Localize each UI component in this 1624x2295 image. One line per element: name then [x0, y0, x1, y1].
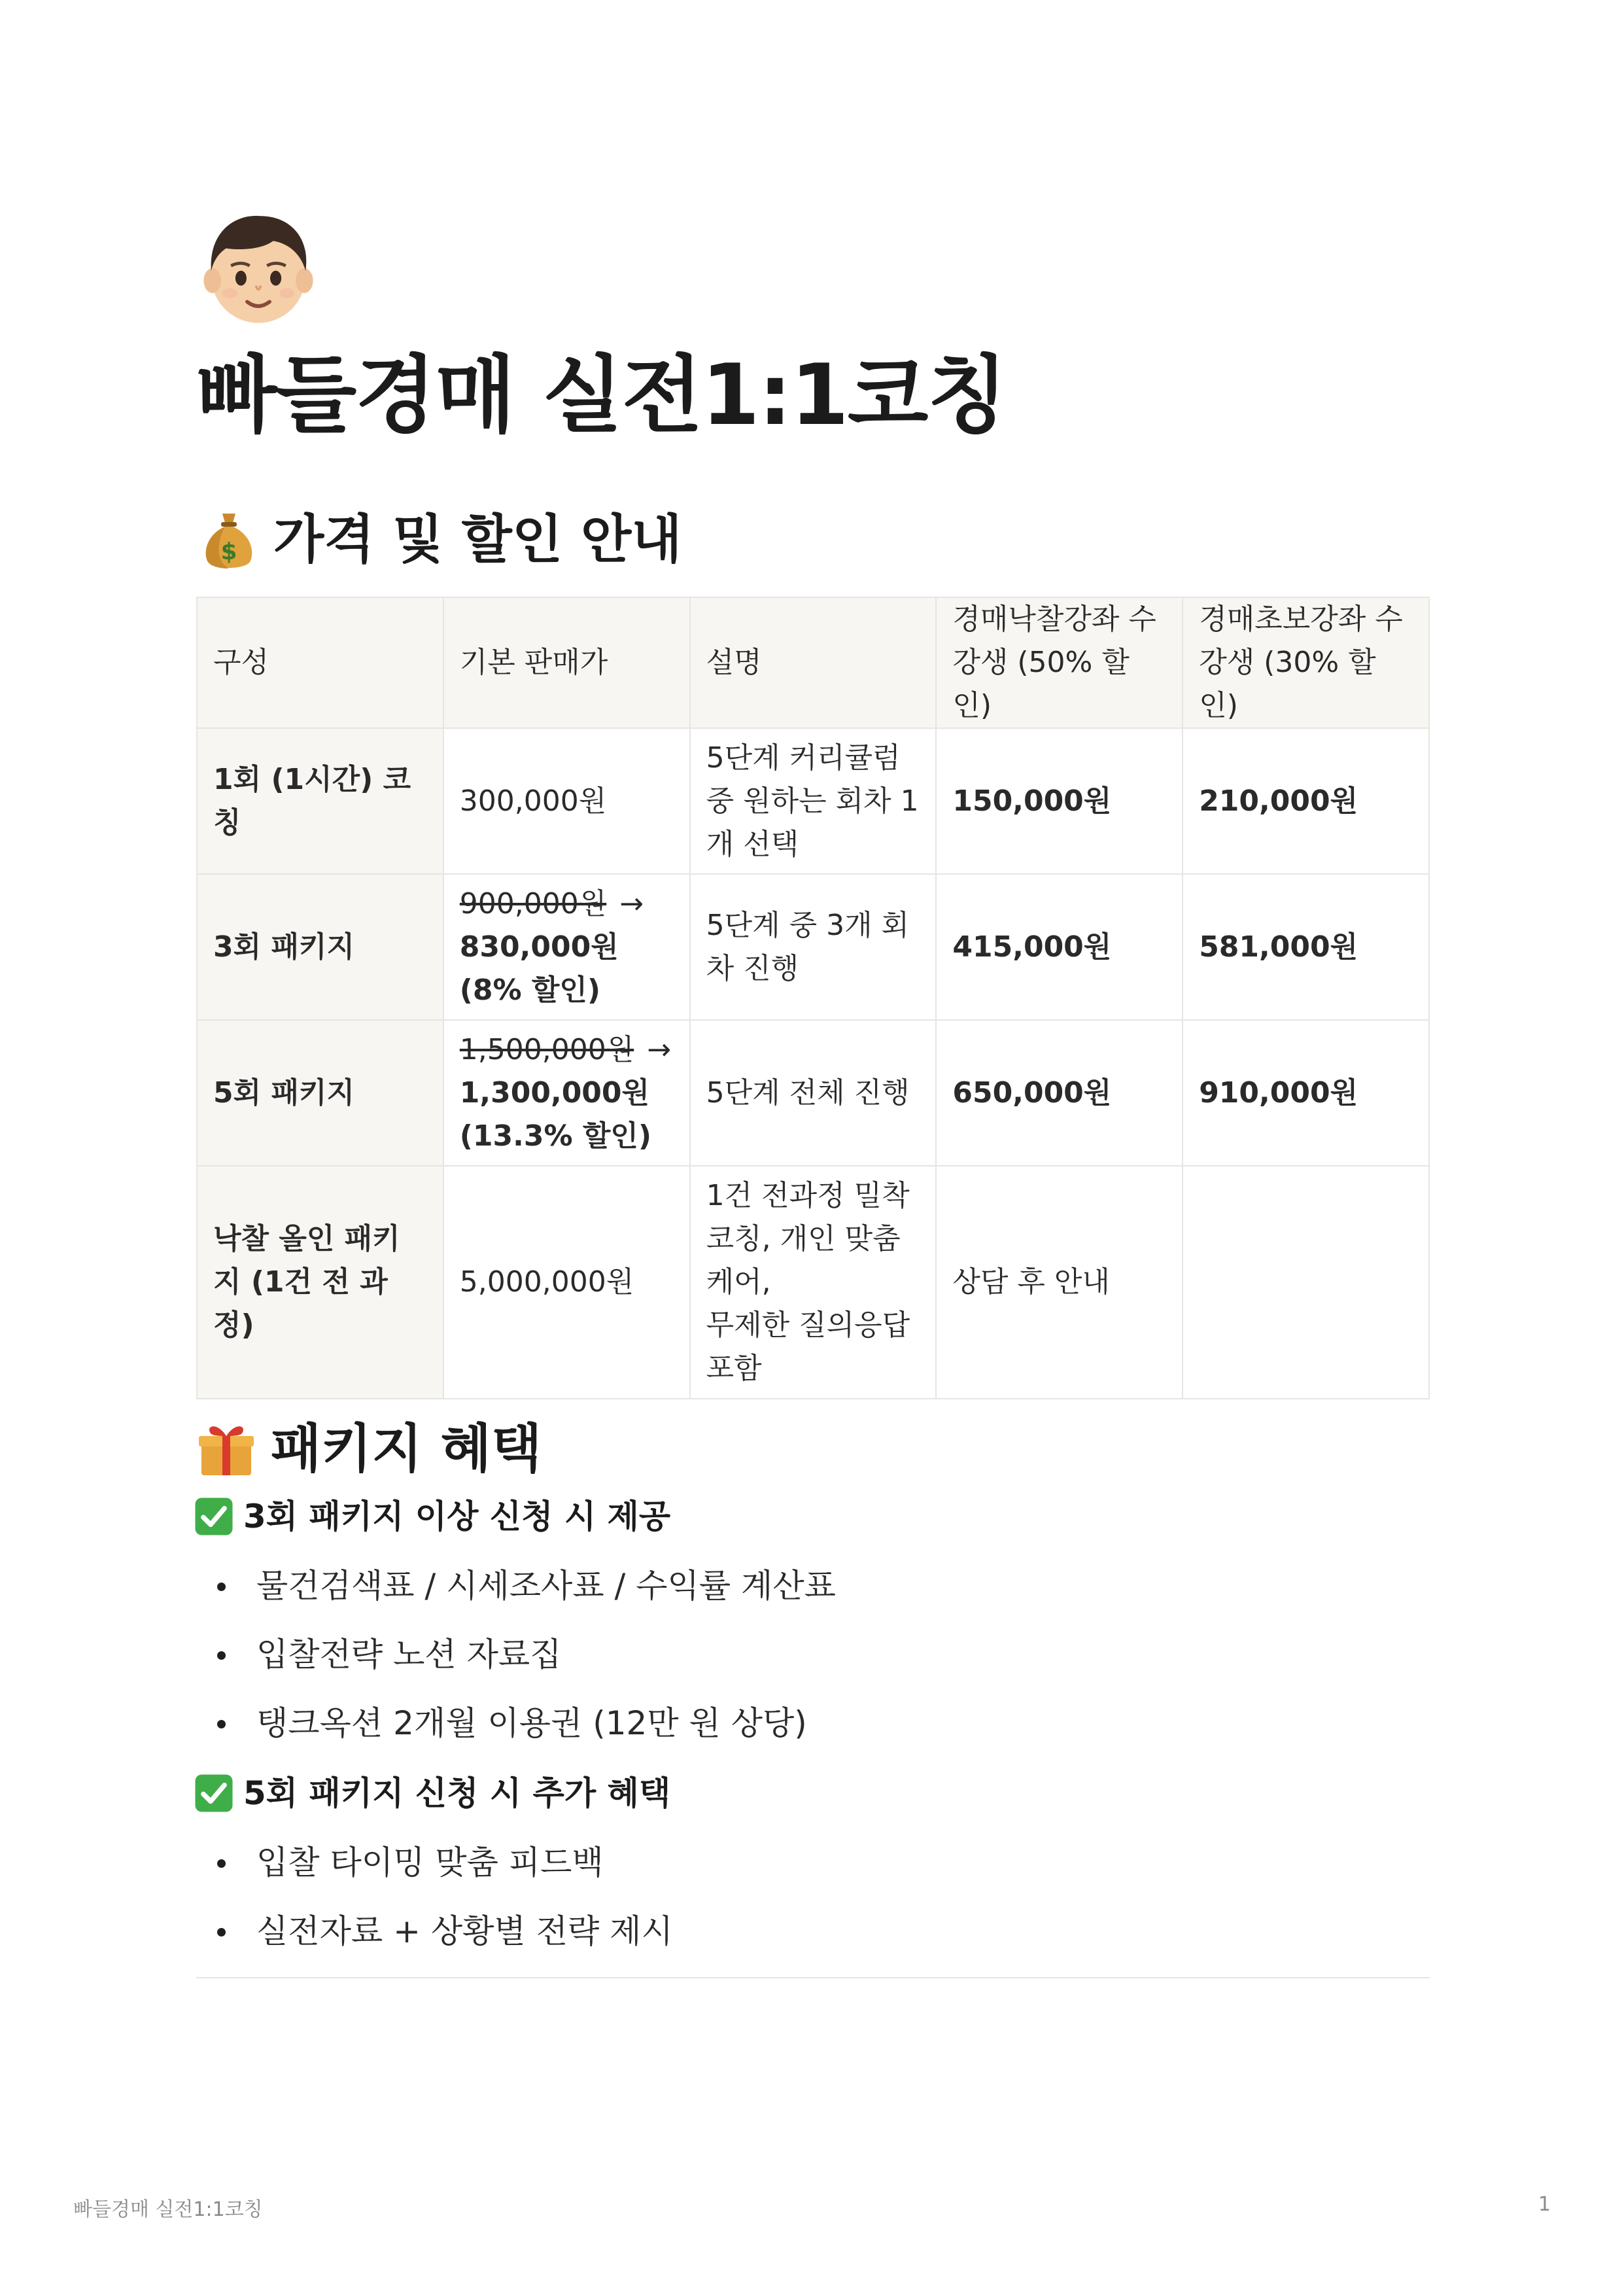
column-header: 경매낙찰강좌 수강생 (50% 할인) [936, 597, 1183, 728]
base-price-cell: 300,000원 [443, 728, 690, 874]
table-header-row [197, 597, 1429, 728]
page-number: 1 [1538, 2193, 1551, 2216]
original-price: 1,500,000원 [459, 1032, 634, 1066]
discount-30-cell [1183, 1166, 1429, 1399]
base-price-cell: 5,000,000원 [443, 1166, 690, 1399]
list-item: 물건검색표 / 시세조사표 / 수익률 계산표 [196, 1552, 836, 1621]
page-title: 빠들경매 실전1:1코칭 [196, 347, 1007, 444]
description-cell: 5단계 전체 진행 [690, 1020, 937, 1166]
table-row [197, 874, 1429, 1020]
discount-50-cell: 415,000원 [936, 874, 1183, 1020]
package-name-cell: 5회 패키지 [197, 1020, 443, 1166]
discount-30-cell: 910,000원 [1183, 1020, 1429, 1166]
price-arrow: → [619, 886, 644, 920]
column-header: 기본 판매가 [443, 597, 690, 728]
benefit-group-title: 3회 패키지 이상 신청 시 제공 [243, 1498, 671, 1535]
benefit-group-heading [194, 1493, 670, 1540]
package-name-cell: 3회 패키지 [197, 874, 443, 1020]
discounted-price: 1,300,000원 (13.3% 할인) [459, 1076, 651, 1153]
list-item: 입찰전략 노션 자료집 [196, 1621, 836, 1689]
benefit-group-heading [194, 1770, 670, 1817]
benefit-section-title: 패키지 혜택 [271, 1418, 542, 1479]
discount-50-cell: 150,000원 [936, 728, 1183, 874]
original-price: 900,000원 [459, 886, 607, 920]
boy-emoji-icon [196, 206, 320, 330]
check-mark-button-icon [194, 1496, 234, 1537]
description-line: 1건 전과정 밀착 코칭, 개인 맞춤 케어, [706, 1179, 910, 1299]
package-name-cell: 낙찰 올인 패키지 (1건 전 과정) [197, 1166, 443, 1399]
discount-30-cell: 210,000원 [1183, 728, 1429, 874]
column-header: 설명 [690, 597, 937, 728]
discounted-price: 830,000원 (8% 할인) [459, 930, 619, 1007]
description-cell: 5단계 커리큘럼 중 원하는 회차 1개 선택 [690, 728, 937, 874]
gift-emoji-icon [194, 1416, 259, 1482]
divider [196, 1977, 1430, 1978]
discount-30-cell: 581,000원 [1183, 874, 1429, 1020]
base-price-cell [443, 1020, 690, 1166]
discount-50-cell: 650,000원 [936, 1020, 1183, 1166]
description-cell: 5단계 중 3개 회차 진행 [690, 874, 937, 1020]
price-section-heading [196, 504, 682, 576]
list-item: 실전자료 + 상황별 전략 제시 [196, 1897, 673, 1966]
description-line: 무제한 질의응답 포함 [706, 1308, 910, 1385]
benefit-list [196, 1552, 836, 1758]
price-table [196, 597, 1430, 1399]
table-row [197, 1020, 1429, 1166]
check-mark-button-icon [194, 1773, 234, 1813]
benefit-list [196, 1829, 673, 1966]
money-bag-emoji-icon [196, 507, 262, 572]
base-price-cell [443, 874, 690, 1020]
benefit-group-title: 5회 패키지 신청 시 추가 혜택 [243, 1774, 671, 1812]
table-row [197, 1166, 1429, 1399]
list-item: 탱크옥션 2개월 이용권 (12만 원 상당) [196, 1689, 836, 1758]
table-row [197, 728, 1429, 874]
benefit-section-heading [194, 1413, 542, 1485]
price-arrow: → [647, 1032, 672, 1066]
footer-title: 빠들경매 실전1:1코칭 [73, 2198, 263, 2221]
column-header: 경매초보강좌 수강생 (30% 할인) [1183, 597, 1429, 728]
discount-50-cell: 상담 후 안내 [936, 1166, 1183, 1399]
svg-text:$: $ [220, 538, 237, 565]
price-section-title: 가격 및 할인 안내 [273, 509, 682, 570]
column-header: 구성 [197, 597, 443, 728]
description-cell [690, 1166, 937, 1399]
package-name-cell: 1회 (1시간) 코칭 [197, 728, 443, 874]
list-item: 입찰 타이밍 맞춤 피드백 [196, 1829, 673, 1897]
